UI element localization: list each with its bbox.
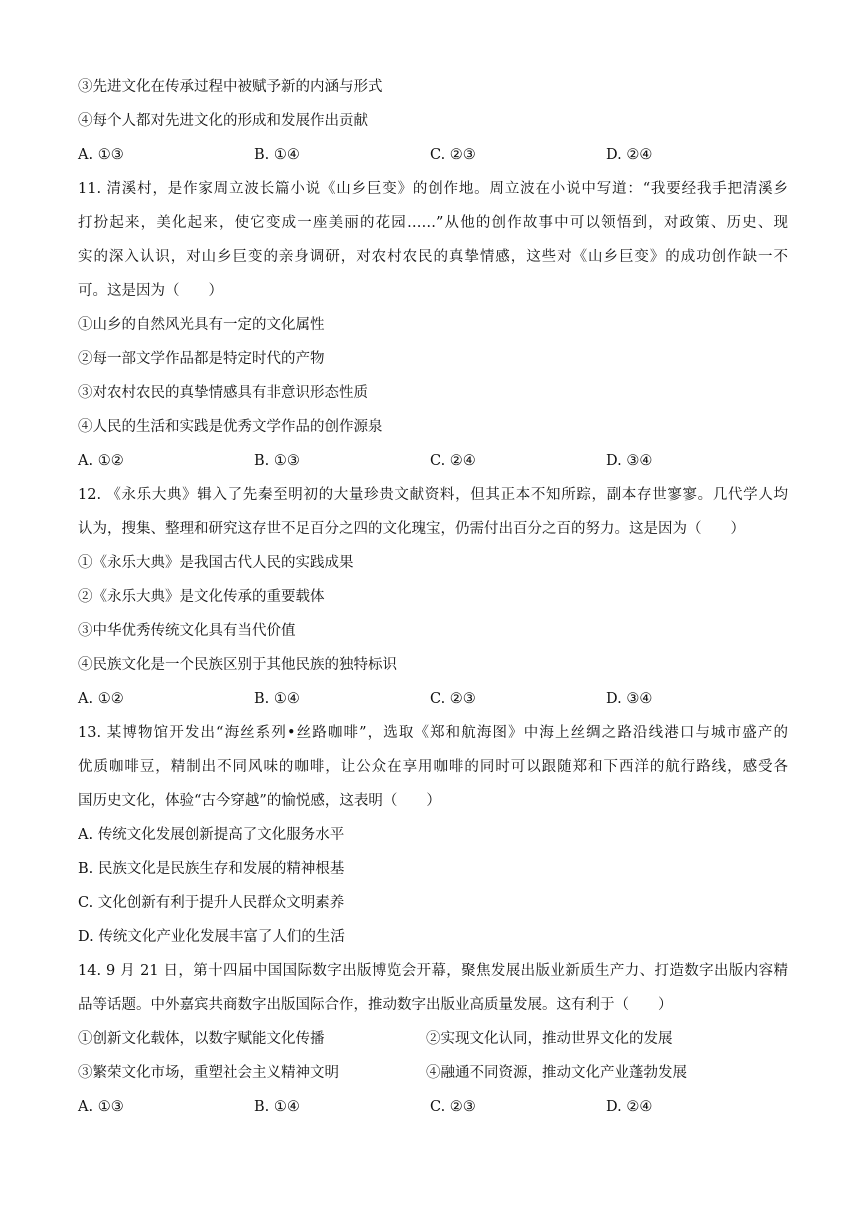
q13-option-d: D. 传统文化产业化发展丰富了人们的生活 [78,929,345,945]
q14-stem-line: 品等话题。中外嘉宾共商数字出版国际合作，推动数字出版业高质量发展。这有利于（ ） [78,997,673,1013]
q13-stem [78,716,788,818]
q11-options [78,444,788,478]
q11-option-d: D. ③④ [606,453,653,469]
q13-option-a: A. 传统文化发展创新提高了文化服务水平 [78,827,345,843]
q10-item-4: ④每个人都对先进文化的形成和发展作出贡献 [78,113,368,129]
q11-option-c: C. ②④ [430,453,476,469]
q11-option-a: A. ①② [78,453,124,469]
q14-options [78,1090,788,1124]
q12-item-3: ③中华优秀传统文化具有当代价值 [78,623,296,639]
q14-option-b: B. ①④ [254,1099,300,1115]
q12-stem-line: 12. 《永乐大典》辑入了先秦至明初的大量珍贵文献资料，但其正本不知所踪，副本存世寥寥。几代学人均 [78,487,788,503]
q14-option-c: C. ②③ [430,1099,476,1115]
q14-stem-line: 14. 9 月 21 日，第十四届中国国际数字出版博览会开幕，聚焦发展出版业新质生产力、打造数字出版内容精 [78,963,788,979]
q11-item-1: ①山乡的自然风光具有一定的文化属性 [78,317,325,333]
q10-item-3: ③先进文化在传承过程中被赋予新的内涵与形式 [78,79,383,95]
q12-option-a: A. ①② [78,691,124,707]
q13-stem-line: 国历史文化，体验“古今穿越”的愉悦感，这表明（ ） [78,793,441,809]
q14-items-row-2 [78,1056,788,1090]
q10-option-b: B. ①④ [254,147,300,163]
q11-option-b: B. ①③ [254,453,300,469]
q10-option-a: A. ①③ [78,147,124,163]
q10-option-d: D. ②④ [606,147,653,163]
q12-stem-line: 认为，搜集、整理和研究这存世不足百分之四的文化瑰宝，仍需付出百分之百的努力。这是因为（ ） [78,521,745,537]
q10-options [78,138,788,172]
q12-stem [78,478,788,546]
q12-option-c: C. ②③ [430,691,476,707]
q14-item-4: ④融通不同资源，推动文化产业蓬勃发展 [426,1065,687,1081]
q12-option-d: D. ③④ [606,691,653,707]
q13-option-c: C. 文化创新有利于提升人民群众文明素养 [78,895,345,911]
q11-stem-line: 11. 清溪村，是作家周立波长篇小说《山乡巨变》的创作地。周立波在小说中写道：“我要经我手把清溪乡 [78,181,788,197]
q11-stem-line: 实的深入认识，对山乡巨变的亲身调研，对农村农民的真挚情感，这些对《山乡巨变》的成功创作缺一不 [78,249,788,265]
q14-option-d: D. ②④ [606,1099,653,1115]
q11-stem-line: 可。这是因为（ ） [78,283,223,299]
q14-stem [78,954,788,1022]
exam-page [78,70,788,1124]
q13-option-b: B. 民族文化是民族生存和发展的精神根基 [78,861,345,877]
q10-option-c: C. ②③ [430,147,476,163]
q13-stem-line: 13. 某博物馆开发出“海丝系列•丝路咖啡”，选取《郑和航海图》中海上丝绸之路沿线港口与城市盛产的 [78,725,788,741]
q14-item-2: ②实现文化认同，推动世界文化的发展 [426,1031,673,1047]
q14-items-row-1 [78,1022,788,1056]
q11-item-2: ②每一部文学作品都是特定时代的产物 [78,351,325,367]
q11-stem [78,172,788,308]
q12-item-1: ①《永乐大典》是我国古代人民的实践成果 [78,555,354,571]
q14-option-a: A. ①③ [78,1099,124,1115]
q11-item-4: ④人民的生活和实践是优秀文学作品的创作源泉 [78,419,383,435]
q12-options [78,682,788,716]
q12-item-4: ④民族文化是一个民族区别于其他民族的独特标识 [78,657,397,673]
q14-item-1: ①创新文化载体，以数字赋能文化传播 [78,1031,325,1047]
q11-item-3: ③对农村农民的真挚情感具有非意识形态性质 [78,385,368,401]
q11-stem-line: 打扮起来，美化起来，使它变成一座美丽的花园……”从他的创作故事中可以领悟到，对政策、历史、现 [78,215,788,231]
q12-option-b: B. ①④ [254,691,300,707]
q13-stem-line: 优质咖啡豆，精制出不同风味的咖啡，让公众在享用咖啡的同时可以跟随郑和下西洋的航行路线，感受各 [78,759,788,775]
q12-item-2: ②《永乐大典》是文化传承的重要载体 [78,589,325,605]
q14-item-3: ③繁荣文化市场，重塑社会主义精神文明 [78,1065,339,1081]
